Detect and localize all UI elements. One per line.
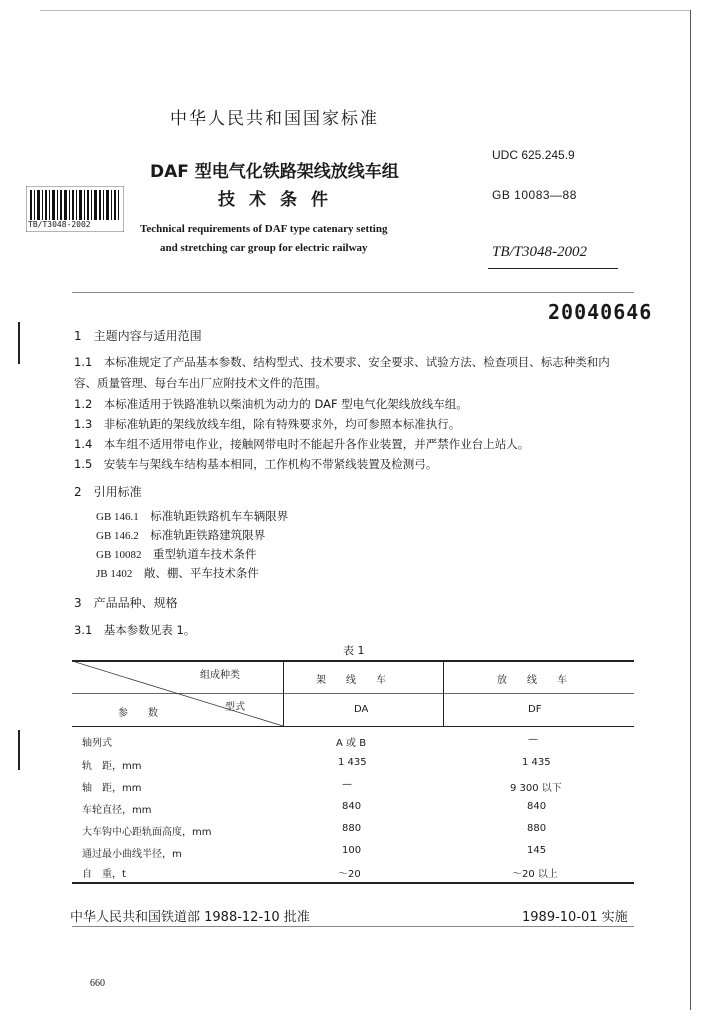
list-item: 1.5 安装车与架线车结构基本相同，工作机构不带紧线装置及检测弓。 [74,457,438,471]
col-b-model: DF [528,704,542,715]
col-a-group: 架 线 车 [316,675,386,686]
barcode [26,186,124,232]
handwritten-standard-code: TB/T3048-2002 [492,244,588,260]
section-3-1-text: 3.1 基本参数见表 1。 [74,623,196,637]
issuer-approval: 中华人民共和国铁道部 1988-12-10 批准 [70,910,310,925]
stamped-number: 20040646 [548,300,653,324]
margin-mark [18,730,20,770]
margin-mark [18,322,20,364]
table-caption: 表 1 [343,644,365,657]
header-diagonal [72,661,284,726]
section-3-title: 3 产品品种、规格 [74,596,178,610]
reference-item: JB 1402 敞、棚、平车技术条件 [96,566,259,580]
col-b-group: 放 线 车 [497,675,567,686]
document-title-en-1: Technical requirements of DAF type catenary setting [140,223,388,235]
section-2-title: 2 引用标准 [74,485,142,499]
table-header-bottom-rule [72,726,634,727]
reference-item: GB 146.2 标准轨距铁路建筑限界 [96,528,266,542]
list-item: 1.2 本标准适用于铁路准轨以柴油机为动力的 DAF 型电气化架线放线车组。 [74,397,468,411]
footer-rule [72,926,634,927]
udc-code: UDC 625.245.9 [492,148,575,162]
handwritten-underline [488,268,618,269]
list-item: 1.4 本车组不适用带电作业，接触网带电时不能起升各作业装置，并严禁作业台上站人。 [74,437,530,451]
list-item: 1.3 非标准轨距的架线放线车组，除有特殊要求外，均可参照本标准执行。 [74,417,461,431]
section-1-title: 1 主题内容与适用范围 [74,329,202,343]
list-item: 1.1 本标准规定了产品基本参数、结构型式、技术要求、安全要求、试验方法、检查项目、标志种类和内 [74,355,610,369]
standard-body-title: 中华人民共和国国家标准 [170,109,379,129]
reference-item: GB 10082 重型轨道车技术条件 [96,547,257,561]
page-number: 660 [90,978,105,989]
page-edge-line [690,10,691,1010]
barcode-label: TB/T3048-2002 [28,220,91,229]
header-model-label: 型式 [225,702,245,713]
list-item: 容、质量管理、每台车出厂应附技术文件的范围。 [74,376,327,390]
header-param-label: 参 数 [118,708,158,719]
page-top-edge [40,10,690,11]
header-group-label: 组成种类 [200,670,240,681]
effective-date: 1989-10-01 实施 [522,910,628,925]
reference-item: GB 146.1 标准轨距铁路机车车辆限界 [96,509,289,523]
table-col-divider [443,661,444,726]
document-subtitle-cn: 技术条件 [218,190,342,210]
table-bottom-rule [72,882,634,884]
gb-number: GB 10083—88 [492,188,577,202]
document-title-cn: DAF 型电气化铁路架线放线车组 [150,162,399,182]
col-a-model: DA [354,704,369,715]
document-title-en-2: and stretching car group for electric railway [160,242,368,254]
header-rule [72,292,634,293]
